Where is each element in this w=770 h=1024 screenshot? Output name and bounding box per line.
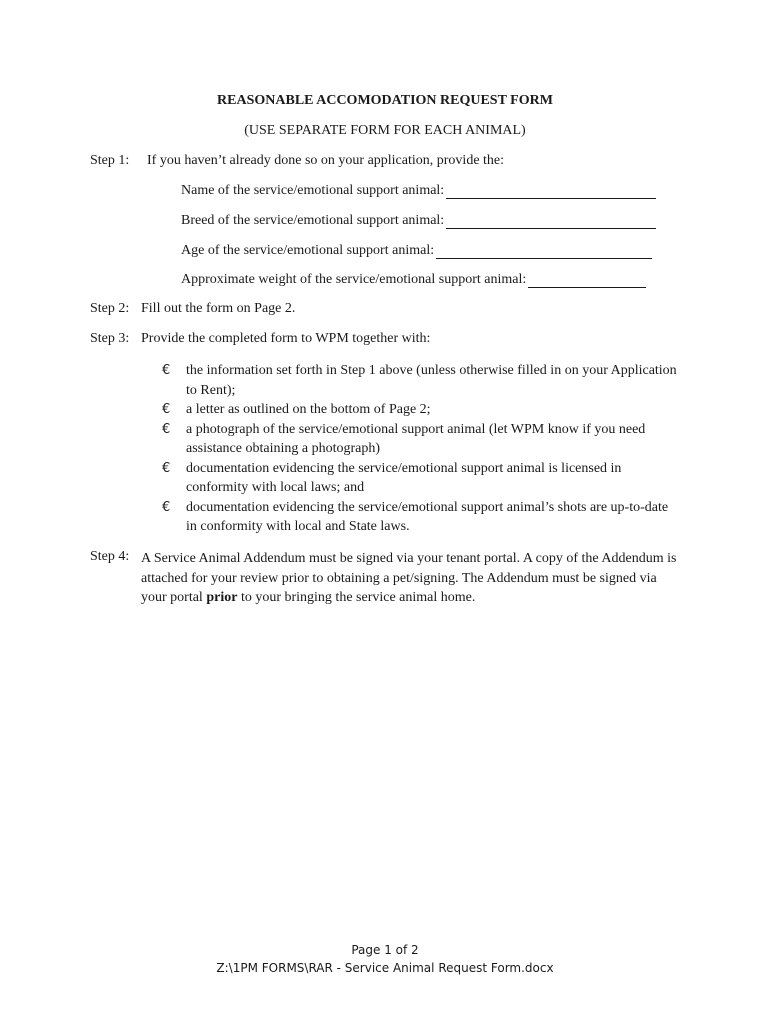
animal-weight-input[interactable] (528, 274, 646, 288)
list-item (162, 400, 682, 420)
bullet-icon: € (162, 363, 171, 378)
step4-text (141, 549, 681, 608)
list-item (162, 498, 682, 537)
page-number: Page 1 of 2 (351, 943, 419, 957)
bullet-icon: € (162, 421, 171, 437)
list-item-text: the information set forth in Step 1 above (unless otherwise filled in on your Application to Rent); (186, 363, 677, 398)
list-item-text: documentation evidencing the service/emotional support animal’s shots are up-to-date in conformity with local and State laws. (186, 499, 669, 534)
animal-age-field (181, 243, 652, 259)
file-path: Z:\1PM FORMS\RAR - Service Animal Request Form.docx (216, 961, 554, 975)
bullet-icon: € (162, 402, 171, 417)
animal-name-label: Name of the service/emotional support animal: (181, 183, 445, 198)
step4-label: Step 4: (90, 549, 130, 564)
animal-name-field (181, 183, 656, 199)
step4-text-bold: prior (206, 590, 238, 605)
animal-breed-input[interactable] (446, 215, 656, 229)
step2-text: Fill out the form on Page 2. (141, 301, 296, 316)
form-subtitle: (USE SEPARATE FORM FOR EACH ANIMAL) (244, 123, 526, 138)
list-item (162, 420, 682, 459)
step1-label: Step 1: (90, 153, 130, 168)
list-item (162, 361, 682, 400)
bullet-icon: € (162, 460, 171, 476)
step2-label: Step 2: (90, 301, 130, 316)
list-item-text: documentation evidencing the service/emotional support animal is licensed in conformity with local laws; and (186, 460, 622, 495)
form-title: REASONABLE ACCOMODATION REQUEST FORM (217, 93, 553, 108)
animal-weight-label: Approximate weight of the service/emotional support animal: (181, 272, 527, 287)
animal-weight-field (181, 272, 646, 288)
list-item (162, 459, 682, 498)
animal-name-input[interactable] (446, 185, 656, 199)
animal-age-label: Age of the service/emotional support animal: (181, 243, 435, 258)
step3-text: Provide the completed form to WPM together with: (141, 331, 431, 346)
list-item-text: a letter as outlined on the bottom of Page 2; (186, 402, 431, 417)
step1-text: If you haven’t already done so on your application, provide the: (147, 153, 505, 168)
bullet-icon: € (162, 499, 171, 515)
list-item-text: a photograph of the service/emotional support animal (let WPM know if you need assistance obtaining a photograph) (186, 421, 646, 456)
step3-label: Step 3: (90, 331, 130, 346)
animal-breed-label: Breed of the service/emotional support animal: (181, 213, 445, 228)
step4-text-before: A Service Animal Addendum must be signed via your tenant portal. A copy of the Addendum is attached for your review prior to obtaining a pet/signing. The Addendum must be signed via your portal (141, 551, 677, 605)
animal-breed-field (181, 213, 656, 229)
animal-age-input[interactable] (436, 245, 652, 259)
step4-text-after: to your bringing the service animal home. (237, 590, 476, 605)
requirements-list (162, 361, 682, 537)
